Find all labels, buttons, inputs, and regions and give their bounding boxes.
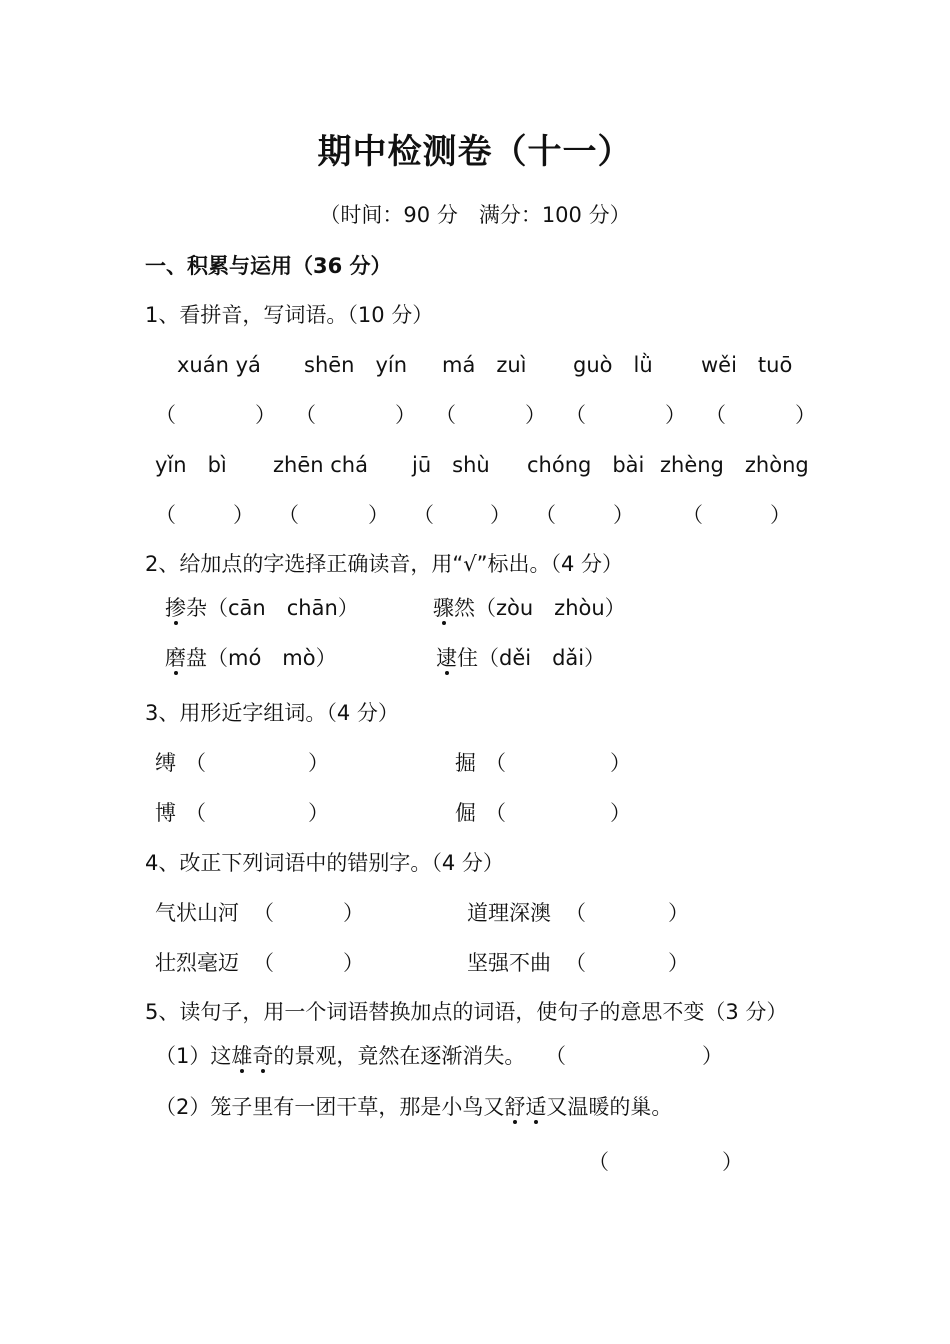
answer-blank-close: ） [722, 1150, 743, 1174]
dotted-char: 奇 [252, 1044, 274, 1068]
answer-blank-close: ） [395, 403, 416, 427]
pinyin-1: xuán yá [177, 353, 261, 377]
reading-item [165, 648, 337, 669]
answer-blank-close: ） [610, 751, 631, 775]
word-rest: 杂 [186, 596, 207, 620]
question-3-prompt: 3、用形近字组词。（4 分） [145, 701, 399, 725]
answer-blank-open[interactable]: （ [485, 751, 506, 775]
answer-blank-close: ） [343, 951, 364, 975]
pinyin-2: shēn yín [304, 353, 408, 377]
answer-blank-close: ） [668, 951, 689, 975]
dotted-char: 适 [525, 1095, 547, 1119]
answer-blank-open[interactable]: （ [278, 503, 299, 527]
question-2-prompt: 2、给加点的字选择正确读音，用“√”标出。（4 分） [145, 552, 624, 576]
word-rest: 住 [457, 646, 478, 670]
pinyin-9: chóng bài [527, 453, 645, 477]
char-label: 倔 [455, 801, 476, 825]
answer-blank-open[interactable]: （ [155, 403, 176, 427]
word-label: 壮烈毫迈 [155, 951, 239, 975]
answer-blank-open[interactable]: （ [185, 801, 206, 825]
sentence-text: （2）笼子里有一团干草，那是小鸟又 [155, 1095, 505, 1119]
dotted-char: 舒 [504, 1095, 526, 1119]
answer-blank-open[interactable]: （ [565, 951, 586, 975]
reading-item [433, 598, 626, 619]
dotted-char: 掺 [165, 596, 186, 620]
dotted-char: 逮 [436, 646, 457, 670]
dotted-char: 磨 [165, 646, 186, 670]
answer-blank-open[interactable]: （ [435, 403, 456, 427]
pinyin-10: zhèng zhòng [660, 453, 809, 477]
reading-item [165, 598, 359, 619]
answer-blank-open[interactable]: （ [155, 503, 176, 527]
pinyin-5: wěi tuō [701, 353, 793, 377]
reading-item [436, 648, 605, 669]
answer-blank-open[interactable]: （ [253, 901, 274, 925]
sentence-1 [155, 1046, 525, 1067]
word-label: 气状山河 [155, 901, 239, 925]
answer-blank-close: ） [613, 503, 634, 527]
answer-blank-open[interactable]: （ [253, 951, 274, 975]
pinyin-7: zhēn chá [273, 453, 368, 477]
char-label: 博 [155, 801, 176, 825]
answer-blank-close: ） [525, 403, 546, 427]
answer-blank-close: ） [610, 801, 631, 825]
answer-blank-open[interactable]: （ [185, 751, 206, 775]
answer-blank-close: ） [490, 503, 511, 527]
pinyin-8: jū shù [412, 453, 490, 477]
answer-blank-open[interactable]: （ [588, 1150, 609, 1174]
pinyin-6: yǐn bì [155, 453, 227, 477]
exam-subtitle: （时间：90 分 满分：100 分） [319, 203, 631, 227]
answer-blank-close: ） [343, 901, 364, 925]
sentence-text: （1）这 [155, 1044, 232, 1068]
sentence-text: 的景观，竟然在逐渐消失。 [273, 1044, 526, 1068]
sentence-text: 又温暖的巢。 [546, 1095, 673, 1119]
answer-blank-open[interactable]: （ [565, 901, 586, 925]
char-label: 缚 [155, 751, 176, 775]
word-rest: 然 [454, 596, 475, 620]
answer-blank-open[interactable]: （ [295, 403, 316, 427]
answer-blank-open[interactable]: （ [565, 403, 586, 427]
dotted-char: 雄 [231, 1044, 253, 1068]
answer-blank-open[interactable]: （ [682, 503, 703, 527]
answer-blank-close: ） [255, 403, 276, 427]
pinyin-options[interactable]: （děi dǎi） [478, 646, 606, 670]
answer-blank-open[interactable]: （ [705, 403, 726, 427]
word-rest: 盘 [186, 646, 207, 670]
word-label: 道理深澳 [467, 901, 551, 925]
answer-blank-close: ） [668, 901, 689, 925]
answer-blank-close: ） [665, 403, 686, 427]
pinyin-options[interactable]: （mó mò） [207, 646, 337, 670]
question-1-prompt: 1、看拼音，写词语。（10 分） [145, 303, 434, 327]
answer-blank-close: ） [770, 503, 791, 527]
question-4-prompt: 4、改正下列词语中的错别字。（4 分） [145, 851, 504, 875]
answer-blank-close: ） [795, 403, 816, 427]
char-label: 掘 [455, 751, 476, 775]
answer-blank-close: ） [368, 503, 389, 527]
dotted-char: 骤 [433, 596, 454, 620]
section-heading: 一、积累与运用（36 分） [145, 254, 392, 278]
page-title: 期中检测卷（十一） [317, 132, 633, 172]
answer-blank-close: ） [308, 801, 329, 825]
sentence-2 [155, 1097, 672, 1118]
answer-blank-open[interactable]: （ [485, 801, 506, 825]
answer-blank-open[interactable]: （ [535, 503, 556, 527]
answer-blank-close: ） [233, 503, 254, 527]
answer-blank-close: ） [308, 751, 329, 775]
pinyin-3: má zuì [442, 353, 527, 377]
pinyin-options[interactable]: （zòu zhòu） [475, 596, 626, 620]
word-label: 坚强不曲 [467, 951, 551, 975]
question-5-prompt: 5、读句子，用一个词语替换加点的词语，使句子的意思不变（3 分） [145, 1000, 788, 1024]
answer-blank-open[interactable]: （ [413, 503, 434, 527]
answer-blank-close: ） [702, 1044, 723, 1068]
pinyin-options[interactable]: （cān chān） [207, 596, 359, 620]
pinyin-4: guò lǜ [573, 353, 653, 377]
answer-blank-open[interactable]: （ [545, 1044, 566, 1068]
